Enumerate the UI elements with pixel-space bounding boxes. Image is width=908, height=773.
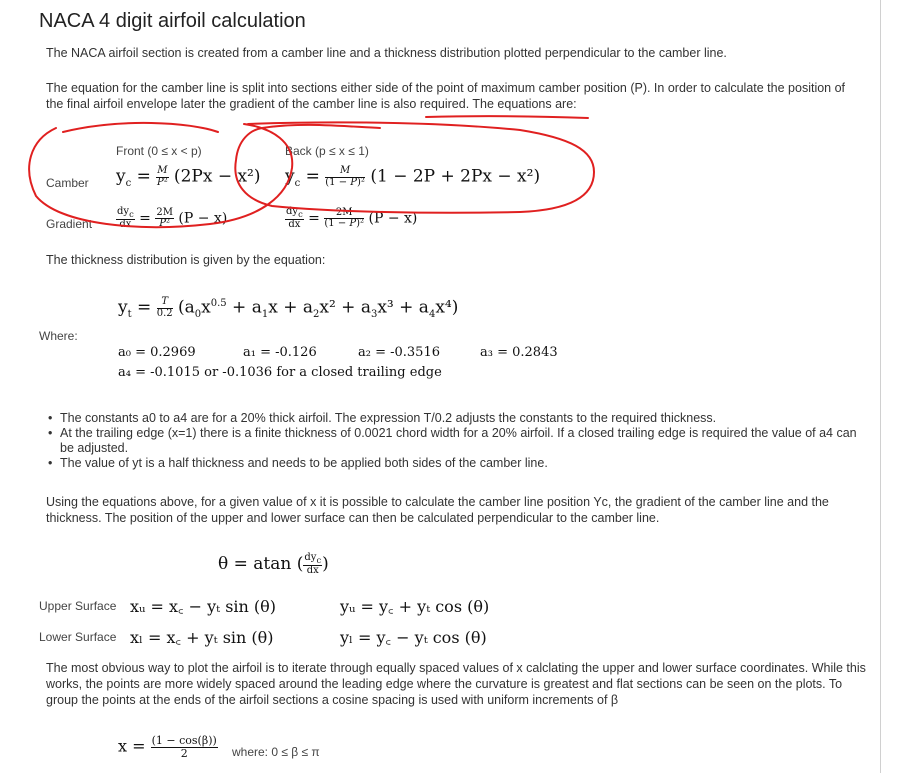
cosine-spacing-equation: x = $\frac{(1 - \cos(\beta))}{2}$ [118,734,217,760]
list-item: • The constants a0 to a4 are for a 20% thick airfoil. The expression T/0.2 adjusts the constants to the required thickness. [48,411,868,426]
annotation-scribble [63,123,218,132]
upper-surface-label: Upper Surface [39,599,117,613]
notes-list [48,411,868,471]
using-paragraph: Using the equations above, for a given value of x it is possible to calculate the camber line position Yc, the gradient of the camber line and the thickness. The position of the upper and lower surface can then be calculated perpendicular to the camber line. [46,495,829,525]
list-item: • The value of yt is a half thickness and needs to be applied both sides of the camber line. [48,456,868,471]
constant-a2: a₂ = -0.3516 [358,345,440,360]
lower-x-equation: xₗ = x꜀ + yₜ sin (θ) [130,628,274,647]
where-label: Where: [39,329,78,343]
beta-range: where: 0 ≤ β ≤ π [232,745,320,759]
intro-paragraph: The NACA airfoil section is created from a camber line and a thickness distribution plotted perpendicular to the camber line. [46,46,727,60]
camber-back-equation: $y_c$ = $\frac{M}{\text{(1 − P)²}}$ (1 − 2P + 2Px − x²) [285,165,541,189]
gradient-front-equation: $\frac{dy_c}{dx}$ = $\frac{2M}{\text{P²}}$ (P − x) [117,206,228,230]
theta-equation: θ = atan ( $\frac{dy_c}{dx}$ ) [218,552,329,576]
thickness-intro: The thickness distribution is given by the equation: [46,253,326,267]
lower-y-equation: yₗ = y꜀ − yₜ cos (θ) [340,628,487,647]
camber-front-equation: $y_c$ = $\frac{M}{\text{P²}}$ (2Px − x²) [116,165,261,189]
constant-a3: a₃ = 0.2843 [480,345,558,360]
list-item: • At the trailing edge (x=1) there is a finite thickness of 0.0021 chord width for a 20% airfoil. If a closed trailing edge is required the value of a4 can be adjusted. [48,426,868,456]
page-gutter [880,0,908,773]
camber-row-label: Camber [46,176,89,190]
constant-a1: a₁ = -0.126 [243,345,317,360]
cosine-denominator: 2 [180,746,188,760]
theta-text: θ = atan [218,554,292,575]
cosine-numerator: (1 − cos(β)) [151,734,217,747]
lower-surface-label: Lower Surface [39,630,117,644]
plot-paragraph: The most obvious way to plot the airfoil is to iterate through equally spaced values of x calclating the upper and lower surface coordinates. While this works, the points are more widely spaced around the leading edge where the curvature is greatest and flat sections can be seen on the plots. To group the points at the ends of the airfoil sections a cosine spacing is used with uniform increments of β [46,661,866,707]
constant-a4: a₄ = -0.1015 or -0.1036 for a closed trailing edge [118,365,442,380]
thickness-equation: $y_t$ = $\frac{T}{0.2}$ $(a_0x^{0.5} + a_1x + a_2x^2 + a_3x^3 + a_4x^4)$ [118,296,459,320]
upper-x-equation: xᵤ = x꜀ − yₜ sin (θ) [130,597,277,616]
page-title: NACA 4 digit airfoil calculation [39,10,306,32]
annotation-underline [426,116,588,118]
front-header: Front (0 ≤ x < p) [116,144,202,158]
camber-paragraph: The equation for the camber line is split into sections either side of the point of maximum camber position (P). In order to calculate the position of the final airfoil envelope later the gradient of the camber line is also required. The equations are: [46,81,846,111]
gradient-row-label: Gradient [46,217,93,231]
upper-y-equation: yᵤ = y꜀ + yₜ cos (θ) [340,597,490,616]
constant-a0: a₀ = 0.2969 [118,345,196,360]
gradient-back-equation: $\frac{dy_c}{dx}$ = $\frac{2M}{\text{(1 − P)²}}$ (P − x) [286,206,418,230]
back-header: Back (p ≤ x ≤ 1) [285,144,369,158]
